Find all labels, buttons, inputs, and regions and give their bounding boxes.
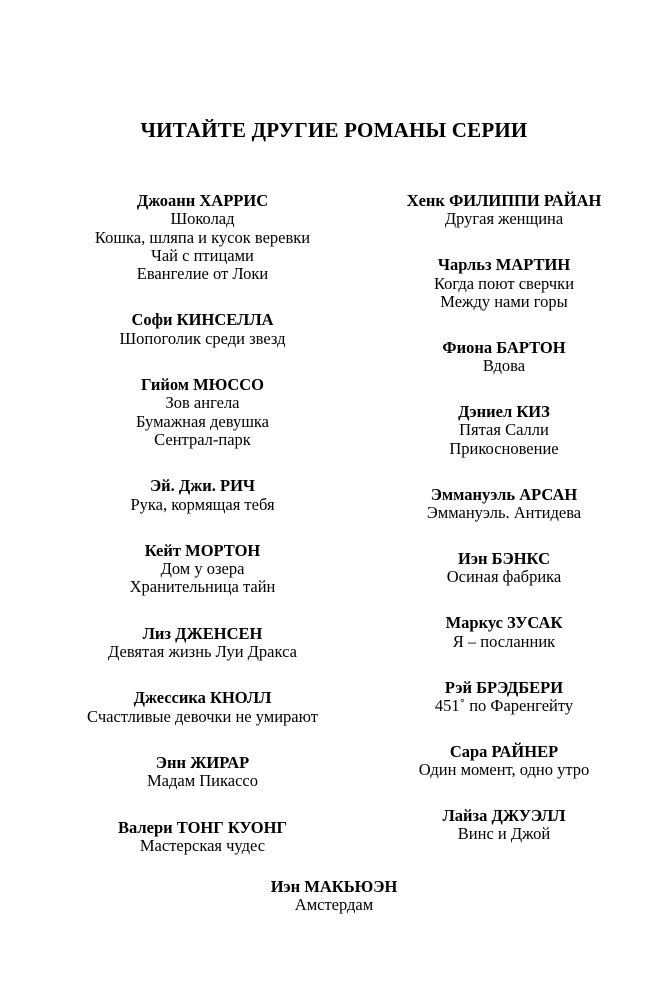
author-entry	[40, 625, 365, 662]
book-title: Дом у озера	[160, 559, 245, 579]
author-name: Джессика КНОЛЛ	[133, 688, 272, 708]
book-title: Другая женщина	[444, 209, 564, 229]
author-name: Гийом МЮССО	[140, 375, 264, 395]
author-name: Джоанн ХАРРИС	[136, 191, 269, 210]
author-entry	[355, 807, 653, 844]
author-entry	[355, 550, 653, 587]
author-name: Иэн БЭНКС	[458, 549, 550, 568]
author-entry	[40, 754, 365, 791]
author-entry	[355, 403, 653, 458]
book-title: Зов ангела	[165, 393, 240, 413]
author-name: Рэй БРЭДБЕРИ	[444, 677, 564, 697]
book-title: Один момент, одно утро	[418, 760, 590, 780]
author-name: Валери ТОНГ КУОНГ	[118, 817, 287, 837]
author-entry	[355, 614, 653, 651]
author-name: Лайза ДЖУЭЛЛ	[442, 806, 566, 826]
author-name: Сара РАЙНЕР	[449, 741, 559, 761]
book-title: Кошка, шляпа и кусок веревки	[94, 227, 311, 247]
book-title: Мадам Пикассо	[146, 771, 258, 791]
book-title: Эммануэль. Антидева	[426, 503, 582, 523]
author-name: Кейт МОРТОН	[144, 540, 261, 560]
book-title: Я – посланник	[452, 631, 556, 651]
author-entry	[355, 679, 653, 716]
author-entry	[355, 743, 653, 780]
author-entry	[355, 256, 653, 311]
book-title: Бумажная девушка	[135, 411, 269, 431]
author-name: Эй. Джи. РИЧ	[149, 476, 256, 496]
author-name: Маркус ЗУСАК	[445, 613, 563, 633]
book-title: Вдова	[482, 356, 526, 376]
book-title: Мастерская чудес	[139, 835, 266, 855]
author-entry	[355, 339, 653, 376]
author-entry	[40, 477, 365, 514]
bottom-author-entry	[0, 878, 668, 915]
book-title: Амстердам	[294, 895, 374, 915]
book-title: Хранительница тайн	[129, 577, 276, 597]
book-title: Чай с птицами	[151, 245, 254, 265]
author-name: Хенк ФИЛИППИ РАЙАН	[406, 191, 602, 210]
author-entry	[40, 376, 365, 449]
author-name: Лиз ДЖЕНСЕН	[142, 623, 263, 643]
book-title: Пятая Салли	[459, 420, 549, 440]
book-title: Между нами горы	[440, 291, 568, 311]
left-column	[40, 192, 365, 883]
book-title: Сентрал-парк	[154, 429, 251, 449]
book-title: Шоколад	[170, 209, 235, 229]
book-title: Девятая жизнь Луи Дракса	[108, 642, 297, 662]
right-column	[355, 192, 653, 871]
book-title: Осиная фабрика	[446, 567, 562, 587]
author-entry	[40, 819, 365, 856]
book-title: Счастливые девочки не умирают	[87, 706, 318, 726]
book-title: Евангелие от Локи	[136, 264, 269, 284]
author-name: Энн ЖИРАР	[155, 752, 250, 772]
author-name: Чарльз МАРТИН	[437, 255, 571, 275]
book-title: 451˚ по Фаренгейту	[434, 695, 574, 715]
author-name: Дэниел КИЗ	[458, 402, 550, 422]
author-entry	[40, 311, 365, 348]
author-entry	[40, 542, 365, 597]
book-title: Шопоголик среди звезд	[119, 328, 286, 348]
author-entry	[40, 192, 365, 283]
author-name: Фиона БАРТОН	[442, 337, 566, 357]
book-title: Прикосновение	[449, 438, 559, 458]
author-entry	[355, 192, 653, 229]
author-entry	[40, 689, 365, 726]
author-name: Иэн МАКЬЮЭН	[270, 877, 398, 896]
book-title: Винс и Джой	[457, 824, 551, 844]
book-title: Когда поют сверчки	[433, 273, 575, 293]
author-entry	[355, 486, 653, 523]
book-title: Рука, кормящая тебя	[130, 494, 275, 514]
author-name: Софи КИНСЕЛЛА	[131, 310, 274, 330]
author-name: Эммануэль АРСАН	[430, 484, 578, 504]
page-title: ЧИТАЙТЕ ДРУГИЕ РОМАНЫ СЕРИИ	[140, 118, 528, 142]
